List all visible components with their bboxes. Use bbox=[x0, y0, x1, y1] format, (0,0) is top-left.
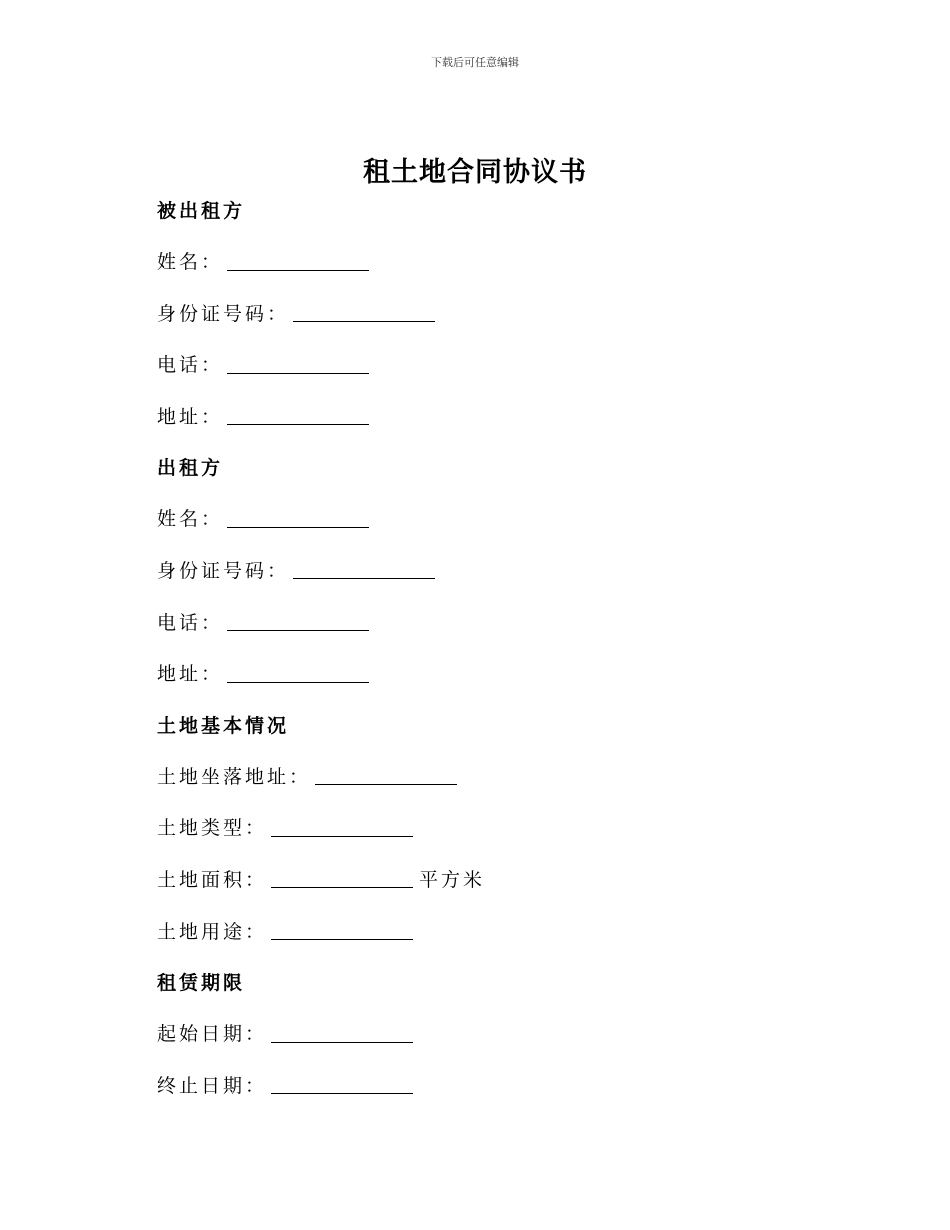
land-area-blank-line bbox=[271, 867, 413, 888]
field-label: 姓名： bbox=[157, 251, 224, 273]
field-label: 电话： bbox=[157, 354, 224, 377]
field-row bbox=[157, 1070, 797, 1102]
field-label: 身份证号码： bbox=[157, 302, 290, 325]
phone-blank-line bbox=[227, 353, 369, 374]
field-row bbox=[157, 812, 797, 844]
land-location-blank-line bbox=[315, 764, 457, 785]
header-note: 下载后可任意编辑 bbox=[431, 56, 519, 69]
field-row bbox=[157, 1018, 797, 1050]
id-number-blank-line bbox=[293, 558, 435, 579]
section-heading-lessor: 出租方 bbox=[157, 457, 224, 480]
document-body bbox=[157, 195, 797, 1121]
field-label: 土地面积： bbox=[157, 868, 268, 891]
field-label: 地址： bbox=[157, 405, 224, 428]
field-label: 土地类型： bbox=[157, 817, 268, 840]
address-blank-line bbox=[227, 404, 369, 425]
field-row bbox=[157, 246, 797, 278]
field-row bbox=[157, 401, 797, 433]
field-label: 地址： bbox=[157, 663, 224, 686]
field-row bbox=[157, 761, 797, 793]
field-label: 土地用途： bbox=[157, 920, 268, 943]
field-label: 土地坐落地址： bbox=[157, 765, 312, 788]
field-row bbox=[157, 864, 797, 896]
end-date-blank-line bbox=[271, 1073, 413, 1094]
address-blank-line bbox=[227, 662, 369, 683]
section-heading-lease-term: 租赁期限 bbox=[157, 972, 246, 995]
document-title: 租土地合同协议书 bbox=[363, 157, 587, 188]
field-label: 姓名： bbox=[157, 508, 224, 531]
field-row bbox=[157, 349, 797, 381]
field-row bbox=[157, 503, 797, 535]
field-label: 电话： bbox=[157, 611, 224, 634]
field-row bbox=[157, 555, 797, 587]
area-unit: 平方米 bbox=[419, 868, 486, 891]
id-number-blank-line bbox=[293, 301, 435, 322]
section-heading-land-info: 土地基本情况 bbox=[157, 714, 290, 737]
field-row bbox=[157, 607, 797, 639]
field-label: 身份证号码： bbox=[157, 559, 290, 582]
phone-blank-line bbox=[227, 610, 369, 631]
field-row bbox=[157, 298, 797, 330]
land-type-blank-line bbox=[271, 816, 413, 837]
section-heading-lessee: 被出租方 bbox=[157, 200, 246, 222]
field-row bbox=[157, 916, 797, 948]
name-blank-line bbox=[227, 250, 369, 271]
field-row bbox=[157, 658, 797, 690]
field-label: 终止日期： bbox=[157, 1074, 268, 1097]
land-use-blank-line bbox=[271, 919, 413, 940]
name-blank-line bbox=[227, 507, 369, 528]
start-date-blank-line bbox=[271, 1022, 413, 1043]
field-label: 起始日期： bbox=[157, 1023, 268, 1046]
